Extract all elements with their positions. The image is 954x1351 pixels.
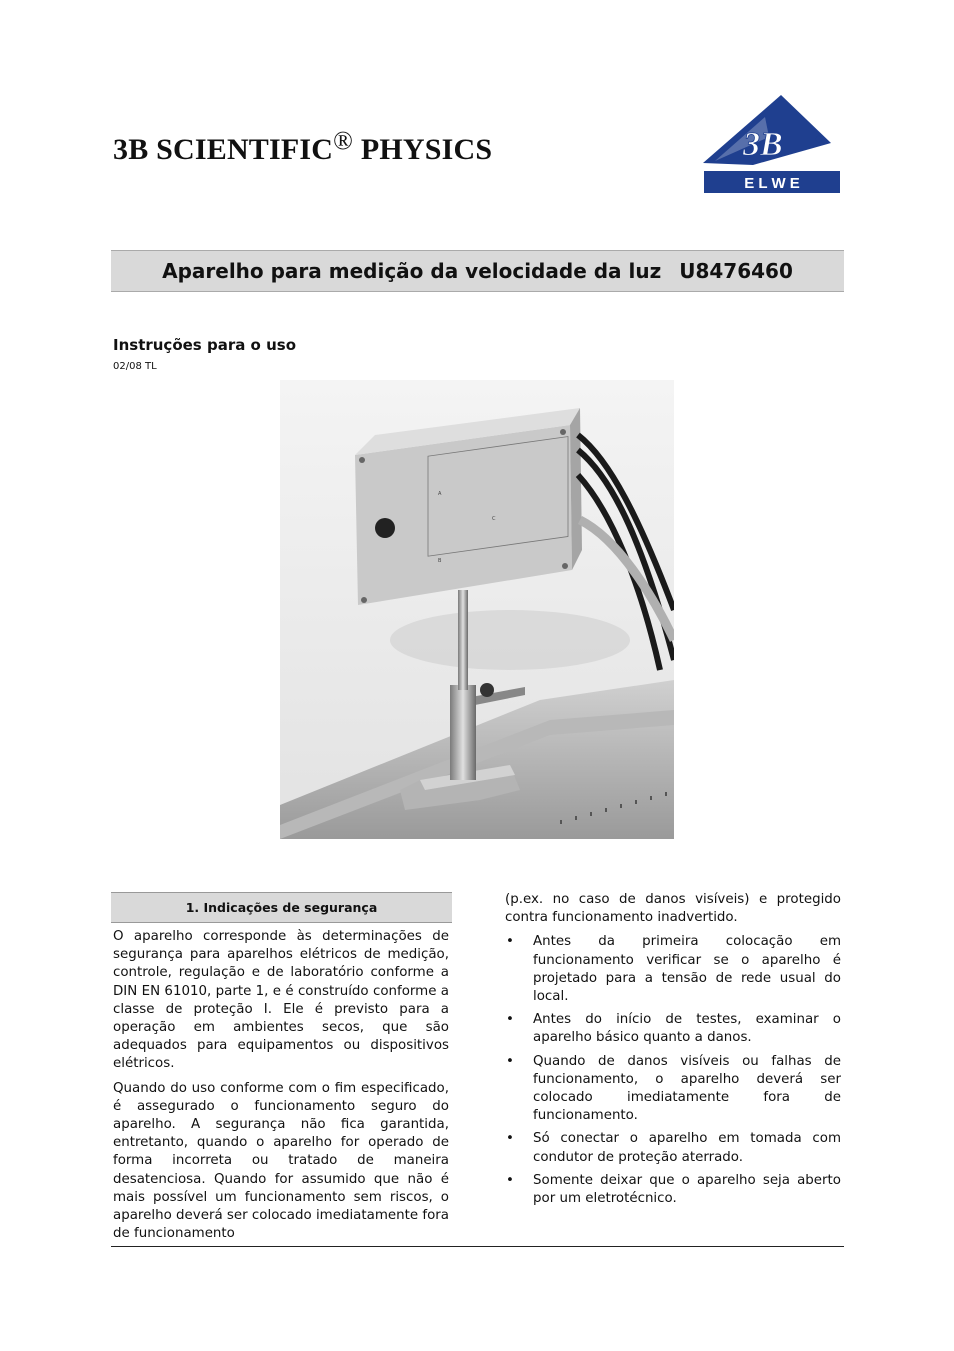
registered-mark: ® (333, 126, 354, 155)
logo-text: E L W E (744, 175, 800, 192)
list-item: • Antes da primeira colocação em funcionamento verificar se o aparelho é projetado para a tensão de rede usual do local. (505, 933, 841, 1006)
list-item: • Antes do início de testes, examinar o aparelho básico quanto a danos. (505, 1011, 841, 1047)
paragraph: Quando do uso conforme com o fim especificado, é assegurado o funcionamento seguro do aparelho. A segurança não fica garantida, entretanto, quando o aparelho for operado de forma incorreta ou tratado de maneira desatenciosa. Quando for assumido que não é mais possível um funcionamento sem riscos, o aparelho deverá ser colocado imediatamente fora de funcionamento (113, 1080, 449, 1242)
list-item: • Quando de danos visíveis ou falhas de funcionamento, o aparelho deverá ser colocado imediatamente fora de funcionamento. (505, 1053, 841, 1126)
footer-divider (111, 1246, 844, 1247)
title-bar (111, 250, 844, 292)
list-item: • Só conectar o aparelho em tomada com condutor de proteção aterrado. (505, 1130, 841, 1166)
paragraph: O aparelho corresponde às determinações de segurança para aparelhos elétricos de medição, controle, regulação e de laboratório conforme a DIN EN 61010, parte 1, e é construído conforme a classe de proteção I. Ele é previsto para a operação em ambientes secos, que são adequados para equipamentos ou dispositivos elétricos. (113, 929, 449, 1072)
photo-label-b: B (438, 558, 442, 564)
product-photo (280, 380, 674, 839)
list-item: • Somente deixar que o aparelho seja aberto por um eletrotécnico. (505, 1172, 841, 1208)
brand-title (113, 126, 492, 167)
photo-label-c: C (492, 516, 496, 522)
brand-main: 3B SCIENTIFIC (113, 133, 334, 166)
safety-list (505, 933, 841, 1208)
left-column (113, 928, 449, 1249)
photo-label-a: A (438, 491, 442, 497)
section-heading: 1. Indicações de segurança (111, 892, 452, 923)
product-name: Aparelho para medição da velocidade da luz (162, 259, 662, 283)
logo-mark: 3B (743, 126, 783, 163)
subtitle: Instruções para o uso (113, 336, 296, 354)
paragraph-continuation: (p.ex. no caso de danos visíveis) e protegido contra funcionamento inadvertido. (505, 892, 841, 926)
product-code: U8476460 (679, 259, 793, 283)
brand-tail: PHYSICS (353, 133, 493, 166)
date-code: 02/08 TL (113, 361, 157, 372)
elwe-logo (703, 95, 841, 194)
right-column (505, 891, 841, 1213)
